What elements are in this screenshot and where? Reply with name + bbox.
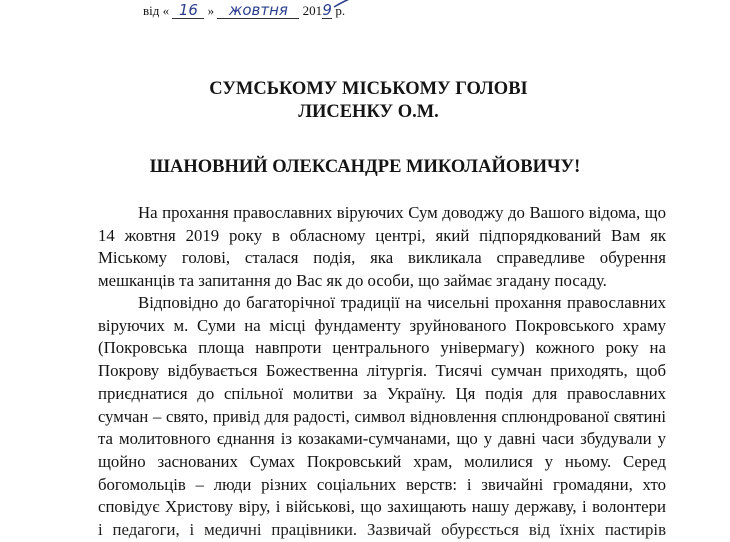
paragraph-line: щойно заснованих Сумах Покровський храм, молилися у ньому. Серед — [98, 451, 666, 471]
paragraph-line: сумчан – свято, привід для радості, символ відновлення сплюндрованої святині — [98, 406, 666, 426]
addressee-title: СУМСЬКОМУ МІСЬКОМУ ГОЛОВІ — [209, 79, 528, 99]
date-year-digit: 9 — [322, 1, 332, 19]
date-day-field — [172, 3, 204, 19]
date-month-field — [217, 3, 299, 19]
paragraph-line: богомольців – люди різних соціальних верств: і звичайні громадяни, хто — [98, 474, 666, 494]
date-suffix: р. — [335, 3, 346, 18]
addressee-name: ЛИСЕНКУ О.М. — [298, 102, 439, 122]
date-day: 16 — [178, 1, 198, 19]
paragraph-line: (Покровська площа навпроти центрального універмагу) кожного року на — [98, 338, 666, 358]
paragraph-line: Відповідно до багаторічної традиції на чисельні прохання православних — [138, 293, 666, 312]
paragraph-line: сповідує Христову віру, і військові, що захищають нашу державу, і волонтери — [98, 497, 666, 517]
paragraph-line: Міському голові, сталася подія, яка викликала справедливе обурення — [98, 248, 666, 268]
paragraph-line: Покрову відбувається Божественна літургія. Тисячі сумчан приходять, щоб — [98, 361, 666, 381]
paragraph-line: та молитовного єднання із козаками-сумчанами, що у давні часи збудували у — [98, 429, 666, 449]
paragraph-line: віруючих м. Суми на місці фундаменту зруйнованого Покровського храму — [98, 315, 666, 335]
date-prefix: від « — [143, 3, 170, 18]
date-mid: » — [207, 3, 215, 18]
salutation: ШАНОВНИЙ ОЛЕКСАНДРЕ МИКОЛАЙОВИЧУ! — [149, 157, 581, 177]
handwritten-mark-icon — [330, 0, 376, 11]
paragraph-1 — [98, 202, 666, 293]
addressee-block — [0, 78, 730, 124]
paragraph-2 — [98, 292, 666, 542]
paragraph-line: 14 жовтня 2019 року в обласному центрі, який підпорядкований Вам як — [98, 225, 666, 245]
paragraph-line: мешканців та запитання до Вас як до особи, що займає згадану посаду. — [98, 271, 607, 291]
date-month: жовтня — [228, 1, 288, 19]
date-year-prefix: 201 — [302, 3, 323, 18]
paragraph-line: і педагоги, і медичні працівники. Зазвичай обурєсться від їхніх пастирів — [98, 520, 666, 540]
paragraph-line: приєднатися до спільної молитви за Україну. Ця подія для православних — [98, 383, 666, 403]
paragraph-line: На прохання православних віруючих Сум доводжу до Вашого відома, що — [138, 203, 666, 222]
date-line — [143, 3, 345, 19]
